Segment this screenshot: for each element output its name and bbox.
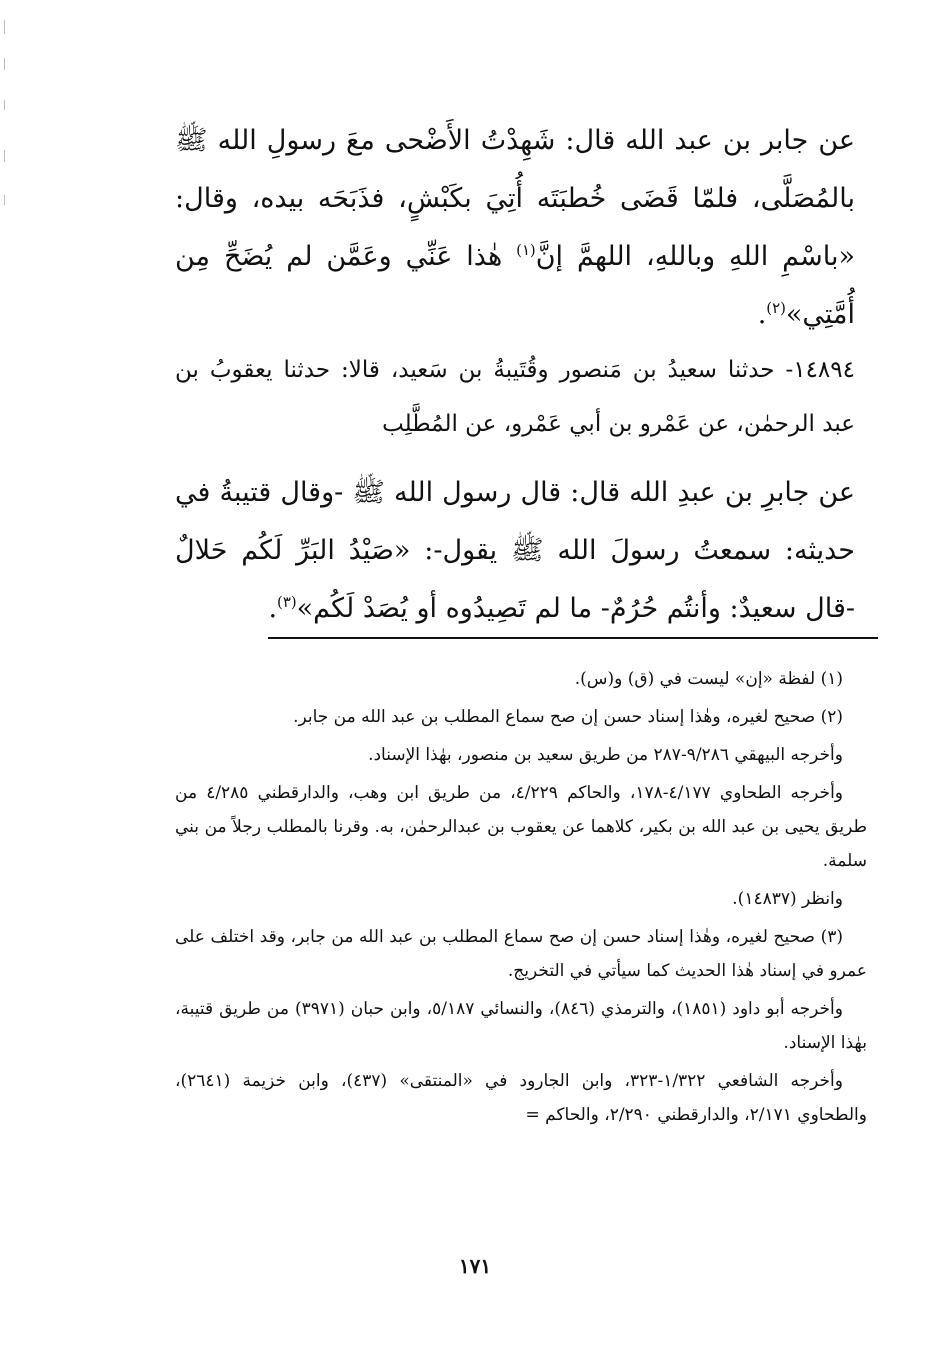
page-number: ١٧١ — [458, 1254, 492, 1278]
footnote-2-source-b: وأخرجه الطحاوي ٤/١٧٧-١٧٨، والحاكم ٤/٢٢٩، من طريق ابن وهب، والدارقطني ٤/٢٨٥ من طريق يحيى بن عبد الله بن بكير، كلاهما عن يعقوب بن عبدالرحمٰن، به. وقرنا بالمطلب رجلاً من بني سلمة. — [175, 783, 867, 871]
hadith-prev — [175, 112, 855, 344]
hadith-prev-end: . — [757, 299, 767, 330]
footnote-2: (٢) صحيح لغيره، وهٰذا إسناد حسن إن صح سماع المطلب بن عبد الله من جابر. — [293, 707, 843, 727]
hadith-isnad-text: ١٤٨٩٤- حدثنا سعيدُ بن مَنصور وقُتَيبةُ بن سَعيد، قالا: حدثنا يعقوبُ بن عبد الرحمٰن، عن عَمْرو بن أبي عَمْرو، عن المُطَّلِب — [175, 357, 855, 437]
hadith-matn-text: عن جابرِ بن عبدِ الله قال: قال رسول الله ﷺ -وقال قتيبةُ في حديثه: سمعتُ رسولَ الله ﷺ يقول-: «صَيْدُ البَرِّ لَكُم حَلالٌ -قال سعيدٌ: وأنتُم حُرُمٌ- ما لم تَصِيدُوه أو يُصَدْ لَكُم» — [175, 477, 855, 624]
hadith-matn — [175, 464, 855, 638]
hadith-prev-text: عن جابر بن عبد الله قال: شَهِدْتُ الأَضْحى معَ رسولِ الله ﷺ بالمُصَلَّى، فلمّا قَضَى خُطبَتَه أُتِيَ بكَبْشٍ، فذَبَحَه بيده، وقال: «باسْمِ اللهِ وباللهِ، اللهمَّ إنَّ — [175, 125, 855, 272]
footnote-ref-1: (١) — [516, 241, 536, 259]
footnote-3: (٣) صحيح لغيره، وهٰذا إسناد حسن إن صح سماع المطلب بن عبد الله من جابر، وقد اختلف على عمرو في إسناد هٰذا الحديث كما سيأتي في التخريج. — [175, 927, 867, 981]
footnote-ref-2: (٢) — [766, 299, 786, 317]
footnote-1: (١) لفظة «إن» ليست في (ق) و(س). — [574, 669, 843, 689]
footnote-2-see-also: وانظر (١٤٨٣٧). — [732, 889, 843, 909]
footnote-3-source-b: وأخرجه الشافعي ١/٣٢٢-٣٢٣، وابن الجارود في «المنتقى» (٤٣٧)، وابن خزيمة (٢٦٤١)، والطحاوي ٢/١٧١، والدارقطني ٢/٢٩٠، والحاكم = — [175, 1071, 867, 1125]
hadith-prev-text-b: هٰذا عَنِّي وعَمَّن لم يُضَحِّ مِن أُمَّتِي» — [175, 241, 855, 330]
hadith-matn-end: . — [268, 593, 278, 624]
hadith-isnad — [175, 343, 855, 451]
scan-edge-marks — [0, 0, 12, 300]
footnote-ref-3: (٣) — [277, 593, 297, 611]
footnote-2-source-a: وأخرجه البيهقي ٩/٢٨٦-٢٨٧ من طريق سعيد بن منصور، بهٰذا الإسناد. — [368, 745, 843, 765]
footnotes — [175, 662, 867, 1136]
footnote-separator — [268, 637, 878, 639]
footnote-3-source-a: وأخرجه أبو داود (١٨٥١)، والترمذي (٨٤٦)، والنسائي ٥/١٨٧، وابن حبان (٣٩٧١) من طريق قتيبة، بهٰذا الإسناد. — [175, 999, 867, 1053]
